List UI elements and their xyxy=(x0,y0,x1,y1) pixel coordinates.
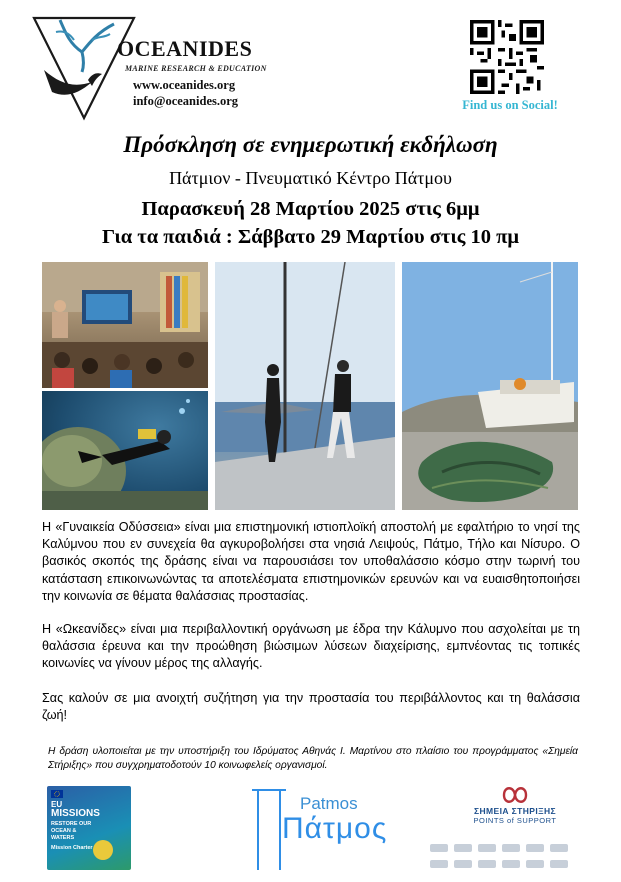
support-note: Η δράση υλοποιείται με την υποστήριξη του Ιδρύματος Αθηνάς Ι. Μαρτίνου στο πλαίσιο του προγράμματος «Σημεία Στήριξης» που συγχρηματοδοτούν 10 κοινωφελείς οργανισμοί. xyxy=(48,746,578,771)
knot-icon xyxy=(500,784,530,806)
sponsor-logo xyxy=(550,860,568,868)
sponsor-logo xyxy=(502,860,520,868)
sponsor-logo xyxy=(478,860,496,868)
oceanides-emblem-icon xyxy=(30,14,140,126)
eu-line3: RESTORE OUR OCEAN & WATERS xyxy=(51,821,92,841)
patmos-en-text: Patmos xyxy=(300,794,358,813)
event-date-children: Για τα παιδιά : Σάββατο 29 Μαρτίου στις 10 πμ xyxy=(102,226,519,248)
patmos-logo xyxy=(246,784,386,874)
sponsor-logo xyxy=(502,844,520,852)
sponsor-logo xyxy=(550,844,568,852)
eu-line1: EU xyxy=(51,800,63,809)
classroom-photo xyxy=(42,262,208,388)
sponsor-logo xyxy=(526,860,544,868)
eu-line2: MISSIONS xyxy=(51,808,100,819)
brand-name: OCEANIDES xyxy=(117,36,253,61)
sponsor-logo xyxy=(454,844,472,852)
diver-photo xyxy=(42,391,208,510)
fishing-nets-photo xyxy=(402,262,578,510)
support-en-text: POINTS of SUPPORT xyxy=(473,816,557,825)
paragraph-odyssey: Η «Γυναικεία Οδύσσεια» είναι μια επιστημονική ιστιοπλοϊκή αποστολή με εφαλτήριο το νησί της Καλύμνου που εν συνεχεία θα αγκυροβολήσει στα νησιά Λειψούς, Πάτμο, Τήλο και Νίσυρο. Ο βασικός σκοπός της δράσης είναι να παρουσιάσει τον υποθαλάσσιο κόσμο στην τωρινή του κατάσταση επικοινωνώντας τα αποτελέσματα επιστημονικών ερευνών και να ευαισθητοποιήσει την κοινωνία σε θέματα θαλάσσιας προστασίας. xyxy=(42,520,580,603)
qr-code-icon[interactable] xyxy=(470,20,544,94)
sponsor-logo xyxy=(430,844,448,852)
website-link[interactable]: www.oceanides.org xyxy=(133,78,236,92)
support-gr-text: ΣΗΜΕΙΑ ΣΤΗΡΙΞΗΣ xyxy=(473,806,557,816)
paragraph-invitation: Σας καλούν σε μια ανοιχτή συζήτηση για την προστασία του περιβάλλοντος και τη θαλάσσια ζωή! xyxy=(42,691,580,723)
find-us-on-social-text: Find us on Social! xyxy=(462,98,558,112)
patmos-gr-text: Πάτμος xyxy=(282,812,388,845)
eu-missions-logo xyxy=(47,786,131,870)
sponsor-logos-strip xyxy=(430,838,586,874)
paragraph-oceanides: Η «Ωκεανίδες» είναι μια περιβαλλοντική οργάνωση με έδρα την Κάλυμνο που ασχολείται με τη θαλάσσια έρευνα και την προώθηση βιώσιμων λύσεων διαχείρισης, εμπνέοντας τις τοπικές κοινωνίες να γίνουν μέρος της αλλαγής. xyxy=(42,622,580,671)
sponsor-logo xyxy=(526,844,544,852)
oceanides-logo xyxy=(30,14,270,126)
brand-tagline: MARINE RESEARCH & EDUCATION xyxy=(125,64,267,73)
sailboat-crew-photo xyxy=(215,262,395,510)
event-venue: Πάτμιον - Πνευματικό Κέντρο Πάτμου xyxy=(169,168,452,188)
eu-line4: Mission Charter xyxy=(51,845,93,851)
sponsor-logo xyxy=(454,860,472,868)
email-link[interactable]: info@oceanides.org xyxy=(133,94,239,108)
sponsor-logo xyxy=(478,844,496,852)
sponsor-logo xyxy=(430,860,448,868)
event-title: Πρόσκληση σε ενημερωτική εκδήλωση xyxy=(123,132,498,157)
points-of-support-logo xyxy=(470,784,560,834)
event-date-main: Παρασκευή 28 Μαρτίου 2025 στις 6μμ xyxy=(141,198,480,220)
